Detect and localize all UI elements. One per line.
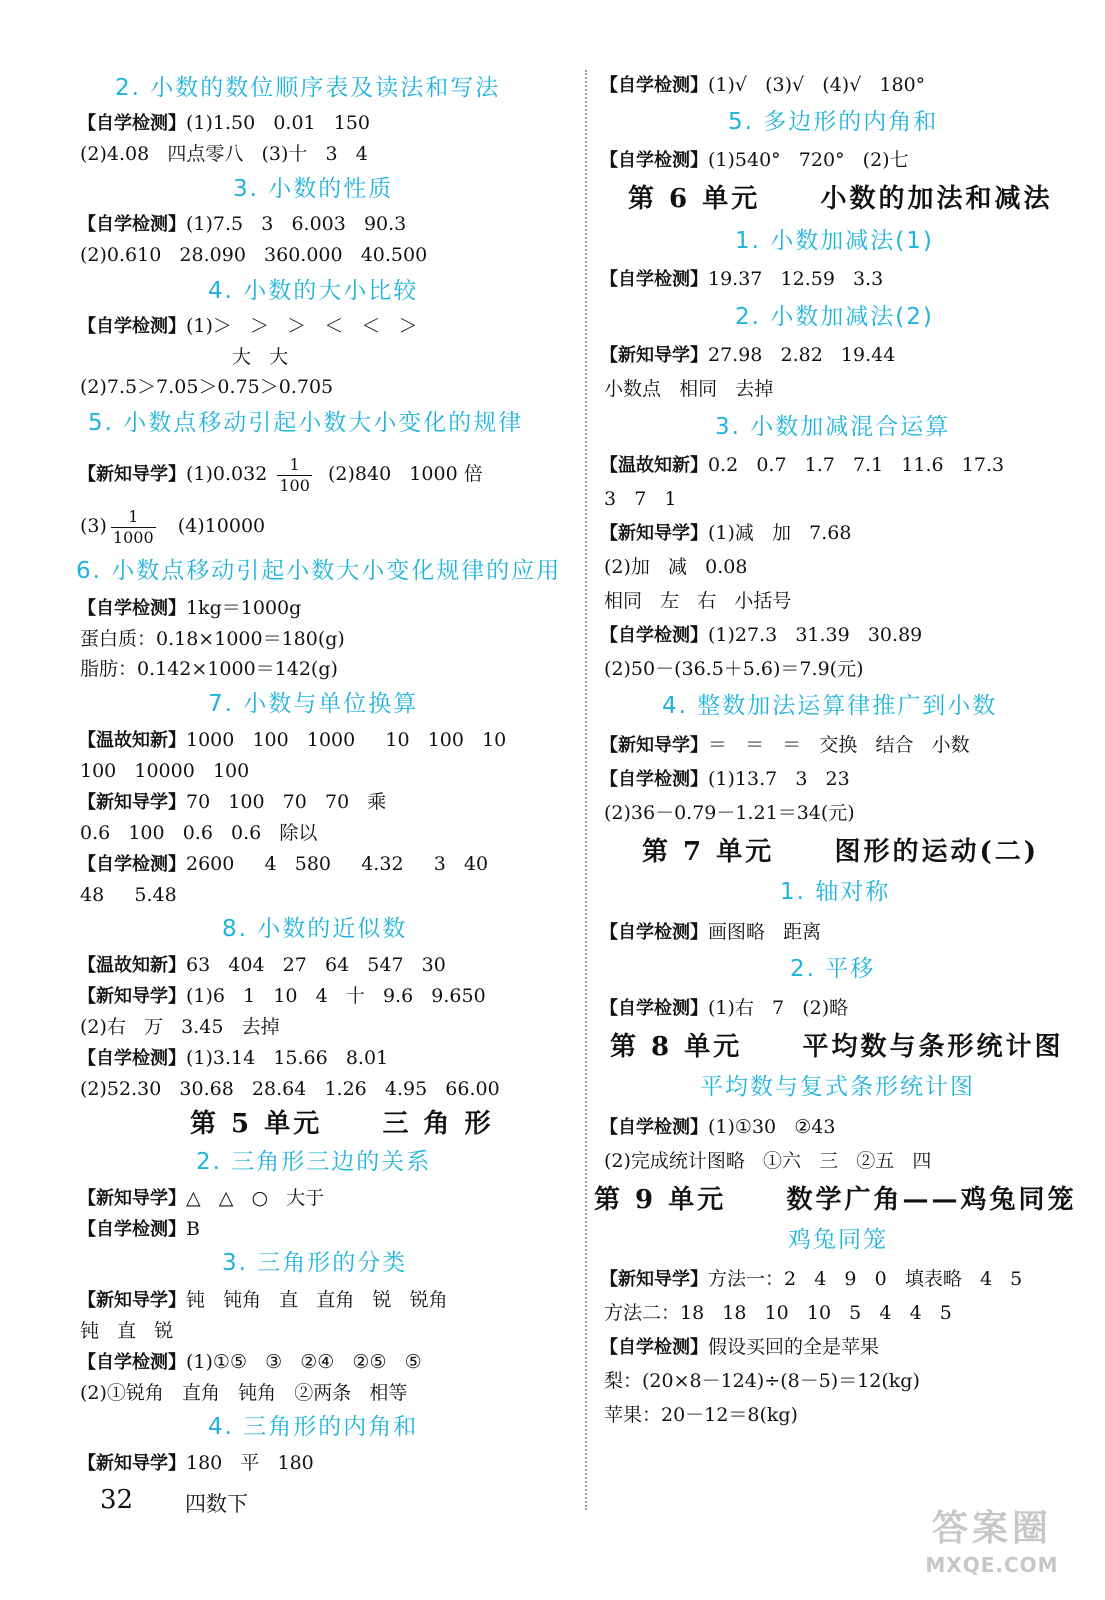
answer-row [78,1287,448,1314]
answer-row: (2)完成统计图略 ①六 三 ②五 四 [604,1150,932,1172]
answer-row: 梨：(20×8－124)÷(8－5)＝12(kg) [604,1370,920,1392]
watermark-title: 答案圈 [931,1508,1052,1549]
unit-title: 第 8 单元 平均数与条形统计图 [610,1032,1064,1062]
column-divider [585,70,587,1510]
answer-row: (2)7.5＞7.05＞0.75＞0.705 [80,376,334,398]
answer-row: 方法二：18 18 10 10 5 4 4 5 [604,1302,952,1324]
answer-text: (1)6 1 10 4 十 9.6 9.650 [186,985,486,1007]
answer-row [78,952,446,979]
answer-text: (1)右 7 (2)略 [708,997,849,1019]
answer-text: (1)27.3 31.39 30.89 [708,624,923,646]
tag-label: 【新知导学】 [78,1453,186,1474]
answer-row [78,727,506,754]
page-number: 32 [100,1485,134,1515]
answer-row [78,1045,388,1072]
answer-row [600,1114,835,1141]
answer-row: 100 10000 100 [80,760,250,782]
answer-row [78,452,483,497]
answer-row: (2)36－0.79－1.21＝34(元) [604,802,855,824]
unit-title: 第 9 单元 数学广角——鸡兔同笼 [594,1185,1077,1215]
answer-row [600,266,883,293]
section-title: 4. 整数加法运算律推广到小数 [662,693,998,719]
tag-label: 【温故知新】 [78,955,186,976]
answer-row: (2)4.08 四点零八 (3)十 3 4 [80,143,368,165]
tag-label: 【新知导学】 [600,523,708,544]
section-title: 3. 三角形的分类 [222,1250,408,1276]
answer-row [78,313,418,340]
tag-label: 【温故知新】 [600,455,708,476]
answer-row [80,504,265,548]
tag-label: 【新知导学】 [600,1269,708,1290]
answer-text: 2600 4 580 4.32 3 40 [186,853,489,875]
section-title: 6. 小数点移动引起小数大小变化规律的应用 [76,558,562,584]
tag-label: 【自学检测】 [600,998,708,1019]
fraction [277,455,312,496]
answer-text: 70 100 70 70 乘 [186,791,387,813]
section-title: 3. 小数的性质 [233,176,394,202]
tag-label: 【自学检测】 [78,598,186,619]
answer-row: (2)50－(36.5＋5.6)＝7.9(元) [604,658,864,680]
section-title: 1. 轴对称 [780,879,891,905]
tag-label: 【新知导学】 [78,464,186,485]
answer-row [78,595,301,622]
watermark-url: MXQE.COM [925,1553,1059,1577]
answer-row [78,851,488,878]
answer-text: ＝ ＝ ＝ 交换 结合 小数 [708,734,970,756]
fraction-denominator: 100 [279,475,310,495]
answer-row [600,147,909,174]
answer-text: (1)①30 ②43 [708,1116,836,1138]
answer-text: 1000 100 1000 10 100 10 [186,729,507,751]
answer-text: 1kg＝1000g [186,597,302,619]
answer-row [600,766,850,793]
tag-label: 【温故知新】 [78,730,186,751]
section-title: 4. 小数的大小比较 [208,278,419,304]
section-title: 1. 小数加减法(1) [735,228,934,254]
answer-text: (1)3.14 15.66 8.01 [186,1047,389,1069]
answer-row: 脂肪：0.142×1000＝142(g) [80,658,338,680]
section-title: 4. 三角形的内角和 [208,1414,419,1440]
answer-row [600,732,970,759]
unit-title: 第 7 单元 图形的运动(二) [642,837,1040,867]
answer-text: (1)540° 720° (2)七 [708,149,909,171]
answer-row: 大 大 [232,346,289,368]
answer-text: (1)0.032 [186,463,268,485]
section-title: 2. 三角形三边的关系 [196,1149,432,1175]
tag-label: 【自学检测】 [600,625,708,646]
answer-text: 27.98 2.82 19.44 [708,344,896,366]
tag-label: 【自学检测】 [600,269,708,290]
answer-row [600,622,922,649]
section-title: 5. 多边形的内角和 [728,109,939,135]
tag-label: 【新知导学】 [600,345,708,366]
answer-row: 苹果：20－12＝8(kg) [604,1404,798,1426]
tag-label: 【自学检测】 [78,214,186,235]
section-title: 7. 小数与单位换算 [208,691,419,717]
section-title: 鸡兔同笼 [788,1227,888,1253]
answer-row: 0.6 100 0.6 0.6 除以 [80,822,318,844]
answer-row: 钝 直 锐 [80,1320,174,1342]
tag-label: 【自学检测】 [600,150,708,171]
answer-text: (1)①⑤ ③ ②④ ②⑤ ⑤ [186,1351,422,1373]
tag-label: 【新知导学】 [78,792,186,813]
section-title: 2. 小数的数位顺序表及读法和写法 [115,75,501,101]
answer-row: (2)52.30 30.68 28.64 1.26 4.95 66.00 [80,1078,500,1100]
tag-label: 【自学检测】 [600,75,708,96]
unit-title: 第 5 单元 三 角 形 [190,1109,494,1139]
answer-row [600,342,895,369]
fraction-numerator: 1 [277,455,312,476]
answer-row [78,789,386,816]
answer-text: (1)√ (3)√ (4)√ 180° [708,74,926,96]
answer-row: 相同 左 右 小括号 [604,590,792,612]
answer-text: (4)10000 [177,515,266,537]
answer-row [600,520,851,547]
tag-label: 【自学检测】 [78,316,186,337]
answer-text: 0.2 0.7 1.7 7.1 11.6 17.3 [708,454,1005,476]
answer-text: 方法一：2 4 9 0 填表略 4 5 [708,1268,1023,1290]
book-label: 四数下 [185,1492,248,1516]
section-title: 平均数与复式条形统计图 [700,1074,975,1100]
answer-text: (3) [80,515,107,537]
answer-row: 蛋白质：0.18×1000＝180(g) [80,628,345,650]
answer-row [78,1450,314,1477]
answer-text: △ △ ○ 大于 [186,1187,325,1209]
answer-row: (2)0.610 28.090 360.000 40.500 [80,244,428,266]
answer-text: (2)840 1000 倍 [328,463,483,485]
section-title: 3. 小数加减混合运算 [715,414,951,440]
answer-text: 钝 钝角 直 直角 锐 锐角 [186,1289,448,1311]
answer-text: (1)7.5 3 6.003 90.3 [186,213,407,235]
watermark-logo [897,1505,1087,1591]
tag-label: 【自学检测】 [600,1337,708,1358]
answer-row [600,72,925,99]
answer-text: 63 404 27 64 547 30 [186,954,446,976]
fraction [111,507,156,548]
answer-row: 3 7 1 [604,488,677,510]
answer-text: 19.37 12.59 3.3 [708,268,884,290]
answer-row [600,995,848,1022]
section-title: 8. 小数的近似数 [222,916,408,942]
answer-row [78,1216,200,1243]
tag-label: 【自学检测】 [78,854,186,875]
answer-row: 48 5.48 [80,884,177,906]
answer-row [600,452,1004,479]
tag-label: 【自学检测】 [600,1117,708,1138]
section-title: 2. 平移 [790,956,876,982]
answer-row [78,983,486,1010]
tag-label: 【自学检测】 [78,1219,186,1240]
answer-text: 画图略 距离 [708,921,822,943]
tag-label: 【新知导学】 [78,1290,186,1311]
answer-text: (1)13.7 3 23 [708,768,850,790]
answer-text: (1)1.50 0.01 150 [186,112,371,134]
section-title: 5. 小数点移动引起小数大小变化的规律 [88,410,524,436]
fraction-denominator: 1000 [112,527,154,547]
answer-row: (2)①锐角 直角 钝角 ②两条 相等 [80,1382,408,1404]
answer-row [78,1185,324,1212]
answer-row [600,1266,1022,1293]
answer-row [600,1334,879,1361]
tag-label: 【自学检测】 [600,769,708,790]
answer-row [78,211,406,238]
fraction-numerator: 1 [111,507,156,528]
answer-row [78,110,370,137]
answer-row: (2)加 减 0.08 [604,556,748,578]
tag-label: 【自学检测】 [600,922,708,943]
answer-text: 假设买回的全是苹果 [708,1336,880,1358]
tag-label: 【新知导学】 [78,1188,186,1209]
answer-row [600,919,821,946]
unit-title: 第 6 单元 小数的加法和减法 [628,184,1053,214]
answer-row: (2)右 万 3.45 去掉 [80,1016,280,1038]
tag-label: 【新知导学】 [600,735,708,756]
section-title: 2. 小数加减法(2) [735,304,934,330]
tag-label: 【自学检测】 [78,1352,186,1373]
answer-text: (1)＞ ＞ ＞ ＜ ＜ ＞ [186,315,418,337]
answer-row [78,1349,422,1376]
answer-text: 180 平 180 [186,1452,314,1474]
tag-label: 【自学检测】 [78,113,186,134]
answer-row: 小数点 相同 去掉 [604,378,774,400]
answer-text: B [186,1218,200,1240]
answer-text: (1)减 加 7.68 [708,522,852,544]
tag-label: 【新知导学】 [78,986,186,1007]
tag-label: 【自学检测】 [78,1048,186,1069]
